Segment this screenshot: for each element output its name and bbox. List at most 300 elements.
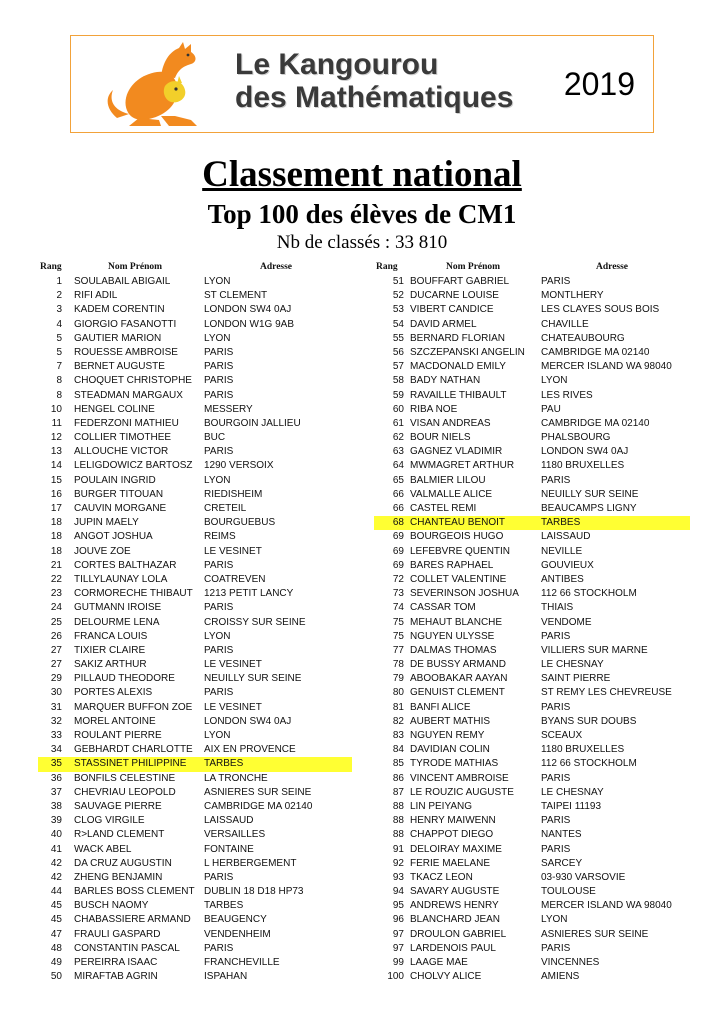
address-cell: THIAIS xyxy=(541,602,574,614)
rank-cell: 74 xyxy=(392,602,404,614)
address-cell: TARBES xyxy=(541,517,581,529)
address-cell: LONDON W1G 9AB xyxy=(204,318,295,330)
table-row xyxy=(38,956,352,970)
table-row xyxy=(374,587,690,601)
table-row xyxy=(38,814,352,828)
rank-cell: 80 xyxy=(392,687,404,699)
table-row xyxy=(374,360,690,374)
rank-cell: 35 xyxy=(50,758,62,770)
table-row xyxy=(374,644,690,658)
name-cell: BOUFFART GABRIEL xyxy=(410,276,510,287)
address-cell: L HERBERGEMENT xyxy=(204,857,297,869)
address-cell: PARIS xyxy=(541,630,571,642)
table-row xyxy=(38,587,352,601)
address-cell: REIMS xyxy=(204,531,236,543)
address-cell: PARIS xyxy=(541,474,571,486)
name-cell: MACDONALD EMILY xyxy=(410,361,506,373)
address-cell: LES RIVES xyxy=(541,389,593,401)
name-cell: BANFI ALICE xyxy=(410,701,471,713)
ranked-count: Nb de classés : 33 810 xyxy=(276,232,448,253)
address-cell: TOULOUSE xyxy=(541,886,596,898)
brand-name xyxy=(235,48,513,114)
address-cell: PHALSBOURG xyxy=(541,432,611,444)
table-row xyxy=(38,701,352,715)
name-cell: MWMAGRET ARTHUR xyxy=(410,460,515,472)
address-cell: MERCER ISLAND WA 98040 xyxy=(541,361,672,373)
year-label: 2019 xyxy=(563,66,635,102)
rank-cell: 81 xyxy=(392,701,404,713)
table-row xyxy=(374,303,690,317)
table-row xyxy=(374,899,690,913)
rank-cell: 22 xyxy=(50,573,62,585)
header-name: Nom Prénom xyxy=(446,262,501,272)
name-cell: BOURGEOIS HUGO xyxy=(410,531,504,543)
name-cell: JOUVE ZOE xyxy=(74,545,131,557)
table-row xyxy=(38,303,352,317)
address-cell: LAISSAUD xyxy=(204,815,254,827)
address-cell: PARIS xyxy=(204,375,234,387)
address-cell: VERSAILLES xyxy=(204,829,266,841)
table-row xyxy=(374,729,690,743)
table-row xyxy=(38,502,352,516)
name-cell: DELOIRAY MAXIME xyxy=(410,843,502,855)
name-cell: CHEVRIAU LEOPOLD xyxy=(74,786,176,798)
name-cell: LAAGE MAE xyxy=(410,957,468,968)
rank-cell: 15 xyxy=(50,474,62,486)
rank-cell: 69 xyxy=(392,559,404,571)
address-cell: PARIS xyxy=(204,559,234,571)
rank-cell: 45 xyxy=(50,900,62,912)
table-row xyxy=(374,445,690,459)
name-cell: ROUESSE AMBROISE xyxy=(74,346,178,358)
name-cell: COLLIER TIMOTHEE xyxy=(74,432,172,444)
rank-cell: 85 xyxy=(392,758,404,770)
name-cell: ANDREWS HENRY xyxy=(410,900,499,912)
address-cell: MONTLHERY xyxy=(541,290,604,302)
name-cell: DROULON GABRIEL xyxy=(410,928,507,940)
rank-cell: 18 xyxy=(50,517,62,529)
table-row xyxy=(374,516,690,530)
table-row xyxy=(374,800,690,814)
name-cell: ZHENG BENJAMIN xyxy=(74,871,163,883)
address-cell: LYON xyxy=(541,375,568,387)
rank-cell: 77 xyxy=(392,644,404,656)
name-cell: BADY NATHAN xyxy=(410,375,481,387)
name-cell: BALMIER LILOU xyxy=(410,474,486,486)
name-cell: BONFILS CELESTINE xyxy=(74,772,176,784)
name-cell: VINCENT AMBROISE xyxy=(410,772,509,784)
address-cell: MERCER ISLAND WA 98040 xyxy=(541,900,672,912)
brand-line-1: Le Kangourou xyxy=(235,48,439,81)
rank-cell: 18 xyxy=(50,531,62,543)
name-cell: CASTEL REMI xyxy=(410,503,477,514)
address-cell: SAINT PIERRE xyxy=(541,673,611,685)
address-cell: AMIENS xyxy=(541,971,580,983)
name-cell: SAVARY AUGUSTE xyxy=(410,886,500,898)
address-cell: LE CHESNAY xyxy=(541,659,604,671)
page-subtitle: Top 100 des élèves de CM1 xyxy=(207,199,517,229)
rank-cell: 75 xyxy=(392,630,404,642)
address-cell: PARIS xyxy=(204,361,234,373)
rank-cell: 75 xyxy=(392,616,404,628)
table-row xyxy=(374,488,690,502)
address-cell: LE VESINET xyxy=(204,659,262,671)
rank-cell: 68 xyxy=(392,517,404,529)
name-cell: GAUTIER MARION xyxy=(74,332,162,344)
name-cell: STEADMAN MARGAUX xyxy=(74,389,183,401)
name-cell: MEHAUT BLANCHE xyxy=(410,616,503,628)
table-row xyxy=(38,516,352,530)
name-cell: PORTES ALEXIS xyxy=(74,687,153,699)
address-cell: PARIS xyxy=(204,602,234,614)
table-row xyxy=(374,289,690,303)
address-cell: RIEDISHEIM xyxy=(204,488,263,500)
table-row xyxy=(38,871,352,885)
rank-cell: 18 xyxy=(50,545,62,557)
table-row xyxy=(374,757,690,771)
table-row xyxy=(38,672,352,686)
name-cell: LARDENOIS PAUL xyxy=(410,942,496,954)
table-row xyxy=(374,686,690,700)
rank-cell: 8 xyxy=(56,389,62,401)
rank-cell: 40 xyxy=(50,829,62,841)
rank-cell: 61 xyxy=(392,417,404,429)
table-row xyxy=(38,346,352,360)
rank-cell: 45 xyxy=(50,914,62,926)
name-cell: SEVERINSON JOSHUA xyxy=(410,588,519,600)
name-cell: FERIE MAELANE xyxy=(410,857,491,869)
rank-cell: 44 xyxy=(50,886,62,898)
address-cell: 1290 VERSOIX xyxy=(204,460,274,472)
address-cell: SCEAUX xyxy=(541,730,583,741)
table-row xyxy=(38,786,352,800)
name-cell: GIORGIO FASANOTTI xyxy=(74,318,177,330)
name-cell: LELIGDOWICZ BARTOSZ xyxy=(74,460,193,472)
address-cell: ST REMY LES CHEVREUSE xyxy=(541,687,672,699)
address-cell: PARIS xyxy=(541,843,571,855)
rank-cell: 86 xyxy=(392,772,404,784)
column-headers xyxy=(38,262,352,275)
rank-cell: 88 xyxy=(392,815,404,827)
table-row xyxy=(38,474,352,488)
name-cell: DAVIDIAN COLIN xyxy=(410,744,490,756)
rank-cell: 58 xyxy=(392,375,404,387)
address-cell: CHAVILLE xyxy=(541,318,589,330)
name-cell: DUCARNE LOUISE xyxy=(410,290,499,302)
rank-cell: 2 xyxy=(56,290,62,302)
address-cell: PAU xyxy=(541,403,561,415)
name-cell: SOULABAIL ABIGAIL xyxy=(74,276,171,287)
address-cell: DUBLIN 18 D18 HP73 xyxy=(204,886,304,898)
address-cell: BEAUGENCY xyxy=(204,914,267,926)
rank-cell: 34 xyxy=(50,744,62,756)
table-row xyxy=(374,459,690,473)
header-banner xyxy=(70,35,654,133)
address-cell: NANTES xyxy=(541,829,582,841)
kangaroo-logo-icon xyxy=(99,40,224,130)
rank-cell: 69 xyxy=(392,545,404,557)
rank-cell: 54 xyxy=(392,318,404,330)
address-cell: LONDON SW4 0AJ xyxy=(204,304,292,316)
address-cell: VENDOME xyxy=(541,616,592,628)
name-cell: GAGNEZ VLADIMIR xyxy=(410,446,503,458)
address-cell: LYON xyxy=(204,276,231,287)
address-cell: PARIS xyxy=(541,815,571,827)
table-row xyxy=(374,928,690,942)
table-row xyxy=(38,686,352,700)
address-cell: ANTIBES xyxy=(541,573,584,585)
address-cell: VILLIERS SUR MARNE xyxy=(541,644,648,656)
name-cell: TKACZ LEON xyxy=(410,871,473,883)
name-cell: GENUIST CLEMENT xyxy=(410,687,505,699)
address-cell: BOURGOIN JALLIEU xyxy=(204,417,301,429)
name-cell: TILLYLAUNAY LOLA xyxy=(74,573,168,585)
rank-cell: 4 xyxy=(56,318,62,330)
name-cell: BOUR NIELS xyxy=(410,432,471,444)
name-cell: GUTMANN IROISE xyxy=(74,602,162,614)
name-cell: STASSINET PHILIPPINE xyxy=(74,758,187,770)
table-row xyxy=(374,275,690,289)
address-cell: TARBES xyxy=(204,900,244,912)
address-cell: LYON xyxy=(204,630,231,642)
name-cell: LE ROUZIC AUGUSTE xyxy=(410,786,514,798)
address-cell: MESSERY xyxy=(204,403,253,415)
rank-cell: 56 xyxy=(392,346,404,358)
table-row xyxy=(38,289,352,303)
table-row xyxy=(374,559,690,573)
name-cell: CAUVIN MORGANE xyxy=(74,503,167,514)
address-cell: PARIS xyxy=(204,446,234,458)
name-cell: RIBA NOE xyxy=(410,403,458,415)
table-row xyxy=(38,318,352,332)
rank-cell: 82 xyxy=(392,715,404,727)
address-cell: 1180 BRUXELLES xyxy=(541,744,625,756)
address-cell: PARIS xyxy=(541,701,571,713)
table-row xyxy=(374,601,690,615)
name-cell: CHOLVY ALICE xyxy=(410,971,482,983)
name-cell: SAKIZ ARTHUR xyxy=(74,659,147,671)
rank-cell: 11 xyxy=(51,417,62,429)
table-row xyxy=(38,928,352,942)
name-cell: R>LAND CLEMENT xyxy=(74,829,165,841)
name-cell: GEBHARDT CHARLOTTE xyxy=(74,744,193,756)
rank-cell: 95 xyxy=(392,900,404,912)
rank-cell: 42 xyxy=(50,871,62,883)
address-cell: 1213 PETIT LANCY xyxy=(204,588,294,600)
table-row xyxy=(38,644,352,658)
name-cell: BERNARD FLORIAN xyxy=(410,332,506,344)
table-row xyxy=(374,630,690,644)
header-address: Adresse xyxy=(596,262,629,272)
table-row xyxy=(38,275,352,289)
address-cell: SARCEY xyxy=(541,857,583,869)
name-cell: TYRODE MATHIAS xyxy=(410,758,499,770)
table-row xyxy=(374,431,690,445)
table-row xyxy=(38,729,352,743)
name-cell: CHANTEAU BENOIT xyxy=(410,517,506,529)
rank-cell: 48 xyxy=(50,942,62,954)
address-cell: FRANCHEVILLE xyxy=(204,957,280,968)
address-cell: AIX EN PROVENCE xyxy=(204,744,296,756)
rank-cell: 5 xyxy=(56,346,62,358)
rank-cell: 63 xyxy=(392,446,404,458)
address-cell: LE CHESNAY xyxy=(541,786,604,798)
rank-cell: 52 xyxy=(392,290,404,302)
header-name: Nom Prénom xyxy=(108,262,163,272)
table-row xyxy=(38,885,352,899)
rank-cell: 66 xyxy=(392,488,404,500)
address-cell: LA TRONCHE xyxy=(204,772,268,784)
address-cell: LYON xyxy=(541,914,568,926)
address-cell: PARIS xyxy=(204,346,234,358)
name-cell: CHABASSIERE ARMAND xyxy=(74,914,191,926)
address-cell: LES CLAYES SOUS BOIS xyxy=(541,304,660,316)
address-cell: ST CLEMENT xyxy=(204,290,268,302)
name-cell: ABOOBAKAR AAYAN xyxy=(410,673,508,685)
rank-cell: 33 xyxy=(50,730,62,741)
table-row xyxy=(374,970,690,984)
address-cell: PARIS xyxy=(541,942,571,954)
rank-cell: 73 xyxy=(392,588,404,600)
table-row xyxy=(38,743,352,757)
address-cell: LONDON SW4 0AJ xyxy=(204,715,292,727)
address-cell: LE VESINET xyxy=(204,545,262,557)
table-row xyxy=(374,417,690,431)
rank-cell: 30 xyxy=(50,687,62,699)
name-cell: BLANCHARD JEAN xyxy=(410,914,501,926)
table-row xyxy=(38,431,352,445)
rank-cell: 49 xyxy=(50,957,62,968)
address-cell: CROISSY SUR SEINE xyxy=(204,616,306,628)
table-row xyxy=(38,545,352,559)
address-cell: PARIS xyxy=(204,644,234,656)
table-row xyxy=(38,445,352,459)
name-cell: DELOURME LENA xyxy=(74,616,160,628)
name-cell: AUBERT MATHIS xyxy=(410,715,491,727)
table-row xyxy=(38,360,352,374)
rank-cell: 96 xyxy=(392,914,404,926)
name-cell: CASSAR TOM xyxy=(410,602,476,614)
table-row xyxy=(374,814,690,828)
name-cell: FRAULI GASPARD xyxy=(74,928,161,940)
table-row xyxy=(38,970,352,984)
address-cell: CAMBRIDGE MA 02140 xyxy=(204,800,313,812)
name-cell: LIN PEIYANG xyxy=(410,800,473,812)
table-row xyxy=(374,871,690,885)
name-cell: CORMORECHE THIBAUT xyxy=(74,588,193,600)
address-cell: LAISSAUD xyxy=(541,531,591,543)
table-row xyxy=(38,530,352,544)
table-row xyxy=(38,374,352,388)
address-cell: VINCENNES xyxy=(541,957,600,968)
name-cell: BARES RAPHAEL xyxy=(410,559,494,571)
table-row xyxy=(374,857,690,871)
name-cell: LEFEBVRE QUENTIN xyxy=(410,545,511,557)
rank-cell: 53 xyxy=(392,304,404,316)
table-row xyxy=(374,843,690,857)
name-cell: COLLET VALENTINE xyxy=(410,573,507,585)
address-cell: TARBES xyxy=(204,758,244,770)
name-cell: WACK ABEL xyxy=(74,843,132,855)
rank-cell: 66 xyxy=(392,503,404,514)
column-headers xyxy=(374,262,690,275)
table-row xyxy=(374,672,690,686)
name-cell: VALMALLE ALICE xyxy=(410,488,493,500)
rank-cell: 41 xyxy=(50,843,62,855)
rank-cell: 14 xyxy=(50,460,62,472)
name-cell: FRANCA LOUIS xyxy=(74,630,148,642)
table-row xyxy=(374,318,690,332)
rank-cell: 16 xyxy=(50,488,62,500)
table-row xyxy=(38,459,352,473)
rank-cell: 64 xyxy=(392,460,404,472)
rank-cell: 62 xyxy=(392,432,404,444)
name-cell: MIRAFTAB AGRIN xyxy=(74,971,158,983)
rank-cell: 99 xyxy=(392,957,404,968)
rank-cell: 5 xyxy=(56,332,62,344)
name-cell: VISAN ANDREAS xyxy=(410,417,491,429)
address-cell: CHATEAUBOURG xyxy=(541,332,625,344)
rank-cell: 32 xyxy=(50,715,62,727)
table-row xyxy=(374,743,690,757)
address-cell: 112 66 STOCKHOLM xyxy=(541,758,637,770)
rank-cell: 51 xyxy=(392,276,404,287)
rank-cell: 26 xyxy=(50,630,62,642)
table-row xyxy=(374,786,690,800)
address-cell: 112 66 STOCKHOLM xyxy=(541,588,637,600)
rank-cell: 97 xyxy=(392,928,404,940)
table-row xyxy=(38,715,352,729)
table-row xyxy=(374,913,690,927)
address-cell: LE VESINET xyxy=(204,701,262,713)
table-row xyxy=(374,530,690,544)
name-cell: SAUVAGE PIERRE xyxy=(74,800,162,812)
table-row xyxy=(38,772,352,786)
address-cell: PARIS xyxy=(204,389,234,401)
name-cell: POULAIN INGRID xyxy=(74,474,156,486)
address-cell: VENDENHEIM xyxy=(204,928,271,940)
rank-cell: 97 xyxy=(392,942,404,954)
rank-cell: 3 xyxy=(56,304,62,316)
table-row xyxy=(38,573,352,587)
name-cell: JUPIN MAELY xyxy=(74,517,139,529)
address-cell: NEVILLE xyxy=(541,545,583,557)
rank-cell: 17 xyxy=(50,503,62,514)
table-row xyxy=(38,559,352,573)
page-title: Classement national xyxy=(202,154,522,195)
address-cell: ASNIERES SUR SEINE xyxy=(204,786,312,798)
rank-cell: 83 xyxy=(392,730,404,741)
rank-cell: 38 xyxy=(50,800,62,812)
rank-cell: 13 xyxy=(50,446,62,458)
rank-cell: 88 xyxy=(392,829,404,841)
table-row xyxy=(38,800,352,814)
rank-cell: 57 xyxy=(392,361,404,373)
rank-cell: 69 xyxy=(392,531,404,543)
table-row xyxy=(38,658,352,672)
rank-cell: 27 xyxy=(50,644,62,656)
address-cell: BOURGUEBUS xyxy=(204,517,276,529)
table-row xyxy=(38,417,352,431)
rank-cell: 72 xyxy=(392,573,404,585)
name-cell: HENRY MAIWENN xyxy=(410,815,496,827)
address-cell: ASNIERES SUR SEINE xyxy=(541,928,649,940)
table-row xyxy=(38,488,352,502)
rank-cell: 7 xyxy=(56,361,62,373)
address-cell: GOUVIEUX xyxy=(541,559,594,571)
address-cell: 1180 BRUXELLES xyxy=(541,460,625,472)
table-row xyxy=(38,403,352,417)
